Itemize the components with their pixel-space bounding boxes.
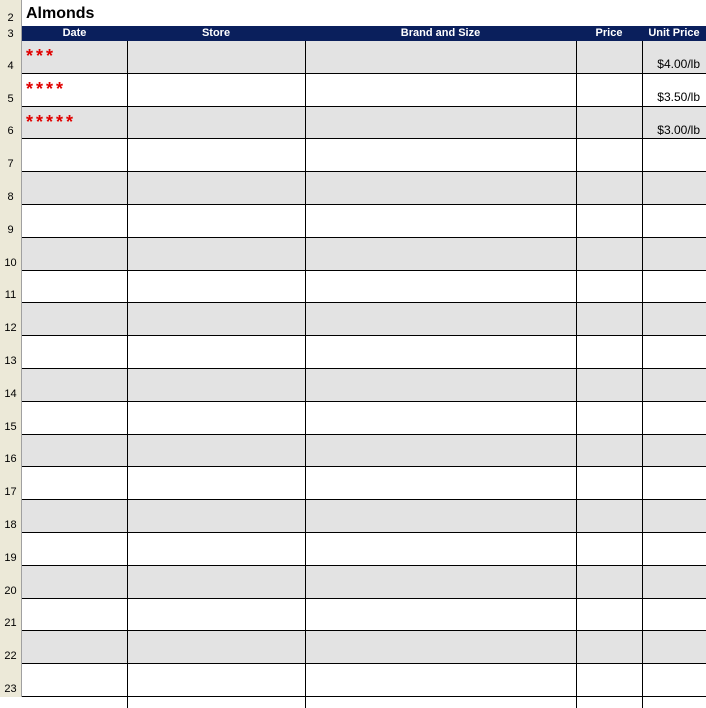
table-row[interactable] [22, 336, 706, 369]
table-row[interactable] [22, 139, 706, 172]
row-header-10[interactable]: 10 [0, 238, 22, 271]
table-row[interactable] [22, 599, 706, 631]
row-header-20[interactable]: 20 [0, 566, 22, 599]
unit-price-cell[interactable]: $3.00/lb [657, 123, 700, 137]
table-row[interactable] [22, 205, 706, 238]
table-row[interactable] [22, 402, 706, 435]
row-header-22[interactable]: 22 [0, 631, 22, 664]
table-row[interactable] [22, 566, 706, 599]
column-divider [642, 41, 643, 708]
table-row[interactable] [22, 369, 706, 402]
row-header-4[interactable]: 4 [0, 41, 22, 74]
row-header-15[interactable]: 15 [0, 402, 22, 435]
column-divider [127, 41, 128, 708]
row-header-12[interactable]: 12 [0, 303, 22, 336]
row-header-7[interactable]: 7 [0, 139, 22, 172]
table-row[interactable] [22, 271, 706, 303]
row-header-17[interactable]: 17 [0, 467, 22, 500]
row-header-13[interactable]: 13 [0, 336, 22, 369]
row-header-21[interactable]: 21 [0, 599, 22, 631]
table-row[interactable] [22, 500, 706, 533]
header-brand-size[interactable]: Brand and Size [400, 27, 481, 39]
header-store[interactable]: Store [201, 27, 231, 39]
table-row[interactable] [22, 631, 706, 664]
column-divider [305, 41, 306, 708]
header-unit-price[interactable]: Unit Price [648, 27, 700, 39]
header-date[interactable]: Date [62, 27, 87, 39]
rating-stars[interactable]: ***** [26, 112, 77, 132]
row-header-6[interactable]: 6 [0, 107, 22, 139]
row-header-8[interactable]: 8 [0, 172, 22, 205]
table-row[interactable] [22, 467, 706, 500]
unit-price-cell[interactable]: $4.00/lb [657, 57, 700, 71]
table-row[interactable] [22, 41, 706, 74]
row-header-9[interactable]: 9 [0, 205, 22, 238]
rating-stars[interactable]: **** [26, 79, 67, 99]
table-row[interactable] [22, 107, 706, 139]
row-header-16[interactable]: 16 [0, 435, 22, 467]
column-divider [576, 41, 577, 708]
rating-stars[interactable]: *** [26, 46, 57, 66]
row-header-5[interactable]: 5 [0, 74, 22, 107]
table-row[interactable] [22, 303, 706, 336]
row-header-23[interactable]: 23 [0, 664, 22, 697]
row-header-14[interactable]: 14 [0, 369, 22, 402]
unit-price-cell[interactable]: $3.50/lb [657, 90, 700, 104]
table-row[interactable] [22, 664, 706, 697]
table-row[interactable] [22, 74, 706, 107]
sheet-title[interactable]: Almonds [26, 5, 95, 22]
table-row[interactable] [22, 435, 706, 467]
header-price[interactable]: Price [595, 27, 623, 39]
row-header-3[interactable]: 3 [0, 26, 22, 41]
table-row[interactable] [22, 238, 706, 271]
row-header-18[interactable]: 18 [0, 500, 22, 533]
row-header-19[interactable]: 19 [0, 533, 22, 566]
row-header-2[interactable]: 2 [0, 0, 22, 26]
table-row[interactable] [22, 533, 706, 566]
table-row[interactable] [22, 172, 706, 205]
row-header-11[interactable]: 11 [0, 271, 22, 303]
